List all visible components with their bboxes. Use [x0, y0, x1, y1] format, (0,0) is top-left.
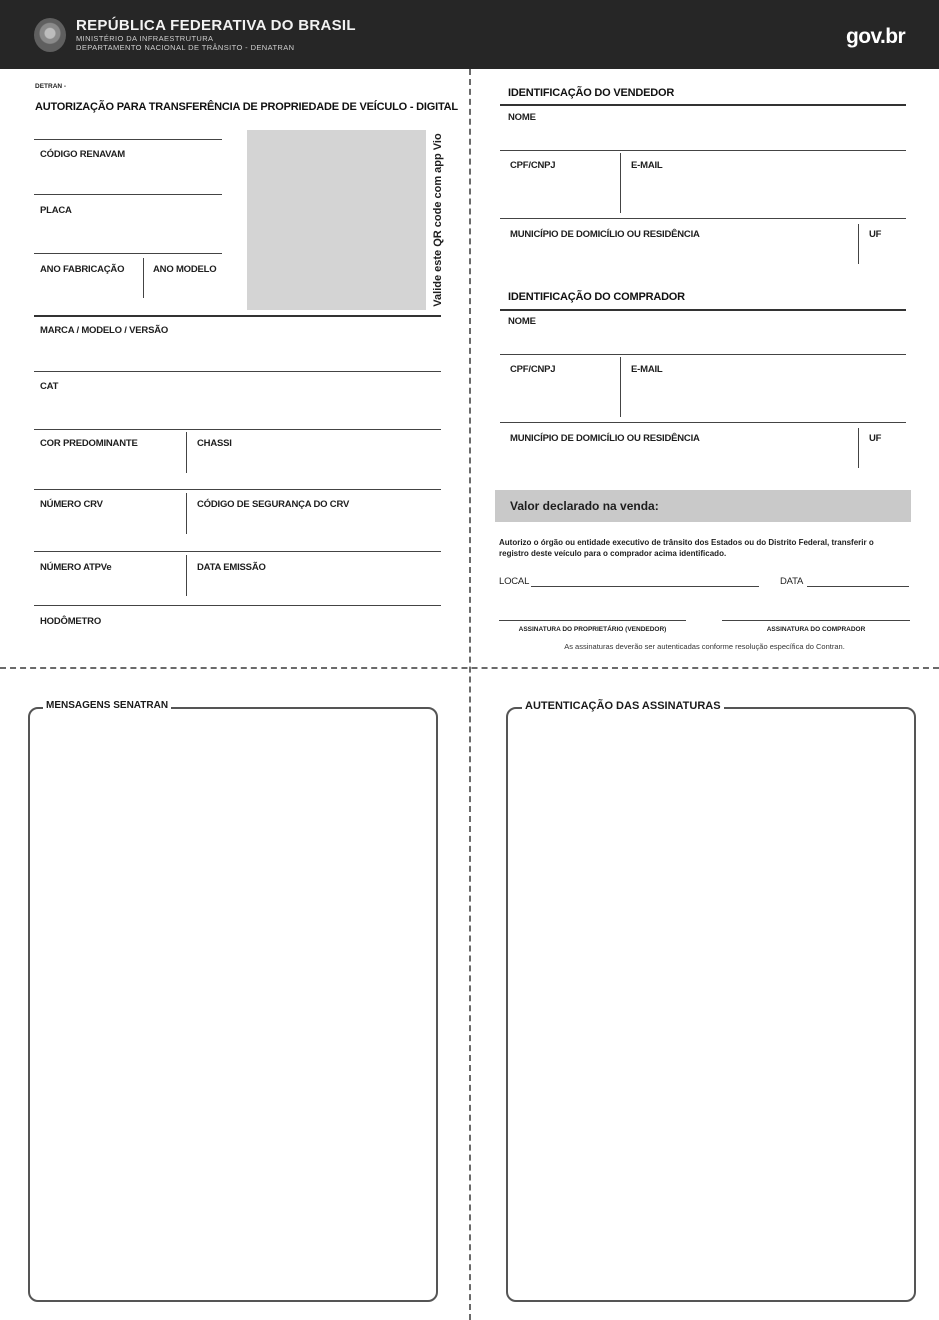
header-subtitle-ministry: MINISTÉRIO DA INFRAESTRUTURA	[76, 34, 214, 43]
mensagens-senatran-box	[28, 707, 438, 1302]
qr-code-placeholder	[247, 130, 426, 310]
cut-line-horizontal	[0, 667, 939, 669]
chassi-label: CHASSI	[197, 438, 232, 449]
vendedor-municipio-label: MUNICÍPIO DE DOMICÍLIO OU RESIDÊNCIA	[510, 229, 700, 240]
comprador-cpf-label: CPF/CNPJ	[510, 364, 556, 375]
divider-vertical	[186, 432, 187, 473]
divider	[34, 139, 222, 140]
detran-label: DETRAN -	[35, 83, 67, 90]
divider	[500, 150, 906, 151]
comprador-title: IDENTIFICAÇÃO DO COMPRADOR	[508, 291, 685, 303]
numero-crv-label: NÚMERO CRV	[40, 499, 103, 510]
autorizo-text: Autorizo o órgão ou entidade executivo de trânsito dos Estados ou do Distrito Federal, transferir o registro deste veículo para o comprador acima identificado.	[499, 538, 874, 558]
data-label: DATA	[780, 576, 804, 587]
divider-vertical	[186, 555, 187, 596]
autenticacao-assinaturas-box	[506, 707, 916, 1302]
data-emissao-label: DATA EMISSÃO	[197, 562, 266, 573]
divider-vertical	[186, 493, 187, 534]
ano-modelo-label: ANO MODELO	[153, 264, 217, 275]
comprador-email-label: E-MAIL	[631, 364, 663, 375]
divider	[34, 253, 222, 254]
header-subtitle-department: DEPARTAMENTO NACIONAL DE TRÂNSITO - DENATRAN	[76, 43, 295, 52]
renavam-label: CÓDIGO RENAVAM	[40, 149, 125, 160]
valor-declarado-label: Valor declarado na venda:	[510, 499, 659, 513]
form-title: AUTORIZAÇÃO PARA TRANSFERÊNCIA DE PROPRIEDADE DE VEÍCULO - DIGITAL	[35, 101, 458, 113]
comprador-uf-label: UF	[869, 433, 882, 444]
cor-label: COR PREDOMINANTE	[40, 438, 138, 449]
divider-vertical	[858, 428, 859, 468]
codigo-seguranca-label: CÓDIGO DE SEGURANÇA DO CRV	[197, 499, 350, 510]
qr-validate-note: Valide este QR code com app Vio	[432, 133, 444, 307]
data-line	[807, 586, 909, 587]
placa-label: PLACA	[40, 205, 72, 216]
assinatura-comprador-label: ASSINATURA DO COMPRADOR	[766, 626, 866, 633]
divider	[34, 194, 222, 195]
vendedor-email-label: E-MAIL	[631, 160, 663, 171]
divider	[500, 309, 906, 311]
marca-modelo-label: MARCA / MODELO / VERSÃO	[40, 325, 169, 336]
autenticacao-assinaturas-title: AUTENTICAÇÃO DAS ASSINATURAS	[522, 700, 724, 712]
vendedor-nome-label: NOME	[508, 112, 536, 123]
numero-atpve-label: NÚMERO ATPVe	[40, 562, 112, 573]
ano-fabricacao-label: ANO FABRICAÇÃO	[40, 264, 125, 275]
signature-line-vendedor	[499, 620, 686, 621]
divider	[500, 104, 906, 106]
local-label: LOCAL	[499, 576, 530, 587]
divider-vertical	[143, 258, 144, 298]
mensagens-senatran-title: MENSAGENS SENATRAN	[43, 700, 171, 711]
signature-line-comprador	[722, 620, 910, 621]
vendedor-cpf-label: CPF/CNPJ	[510, 160, 556, 171]
divider	[34, 489, 441, 490]
assinatura-vendedor-label: ASSINATURA DO PROPRIETÁRIO (VENDEDOR)	[518, 626, 667, 633]
cat-label: CAT	[40, 381, 59, 392]
local-line	[531, 586, 759, 587]
hodometro-label: HODÔMETRO	[40, 616, 102, 627]
coat-of-arms-icon	[34, 18, 66, 52]
vendedor-uf-label: UF	[869, 229, 882, 240]
cut-line-vertical	[469, 69, 471, 1320]
divider	[34, 551, 441, 552]
divider-vertical	[620, 153, 621, 213]
divider	[34, 605, 441, 606]
divider	[34, 315, 441, 317]
assinaturas-note: As assinaturas deverão ser autenticadas conforme resolução específica do Contran.	[564, 642, 845, 651]
vendedor-title: IDENTIFICAÇÃO DO VENDEDOR	[508, 87, 675, 99]
divider	[500, 422, 906, 423]
comprador-municipio-label: MUNICÍPIO DE DOMICÍLIO OU RESIDÊNCIA	[510, 433, 700, 444]
divider-vertical	[858, 224, 859, 264]
govbr-logo: gov.br	[846, 25, 906, 48]
header-bar	[0, 0, 939, 69]
divider-vertical	[620, 357, 621, 417]
divider	[34, 371, 441, 372]
header-title: REPÚBLICA FEDERATIVA DO BRASIL	[76, 17, 356, 34]
divider	[500, 354, 906, 355]
divider	[500, 218, 906, 219]
comprador-nome-label: NOME	[508, 316, 536, 327]
divider	[34, 429, 441, 430]
